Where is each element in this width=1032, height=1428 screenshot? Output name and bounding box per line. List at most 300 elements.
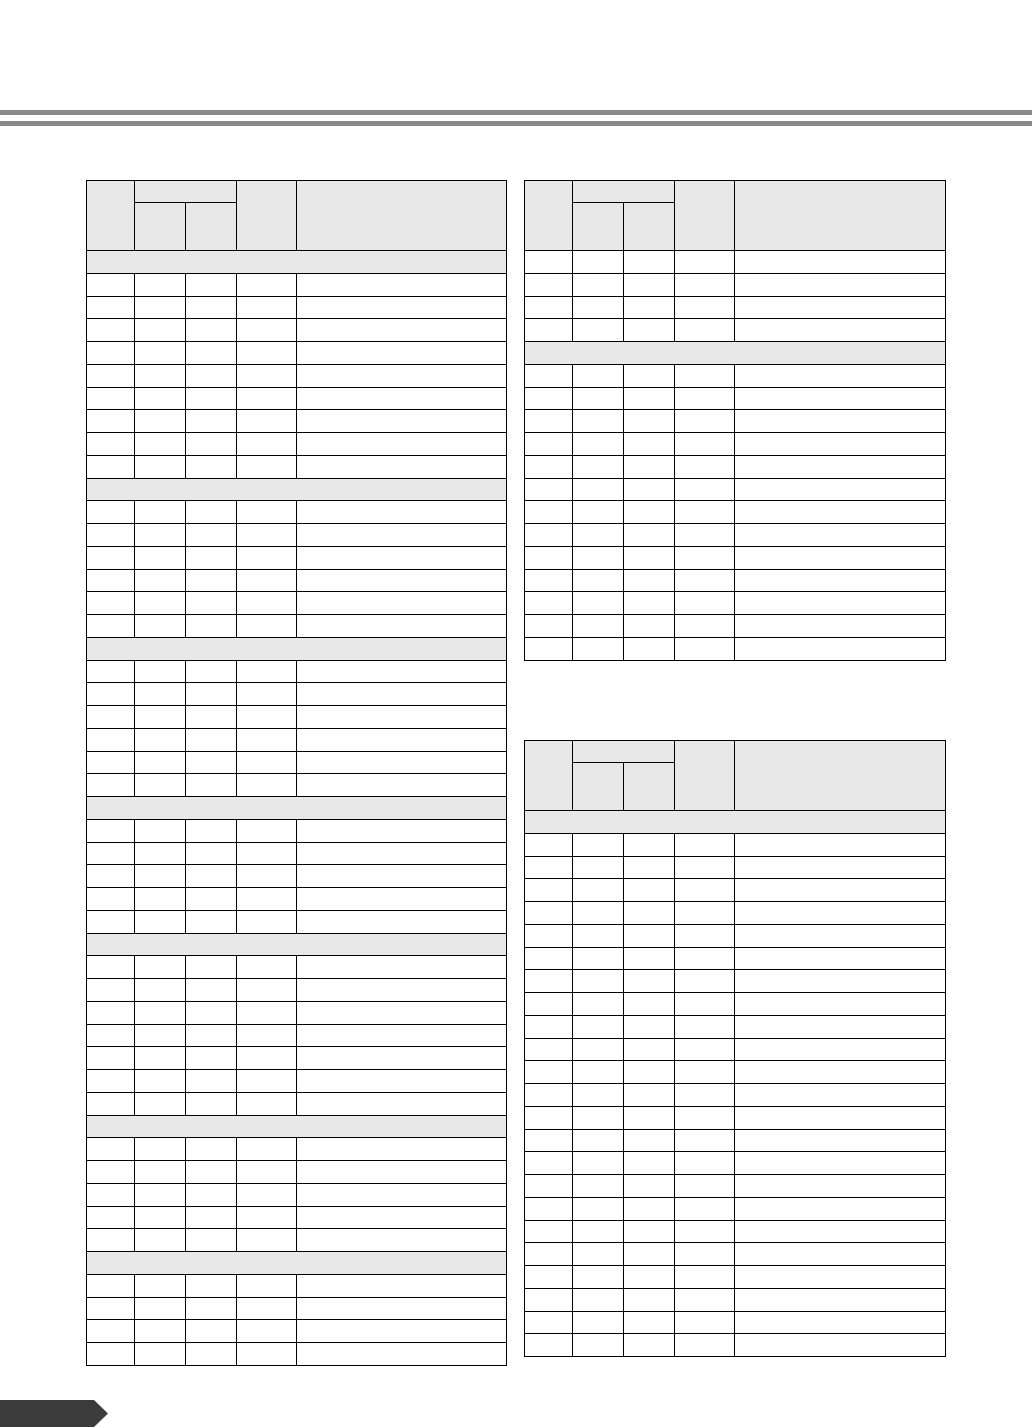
table-cell — [624, 387, 675, 410]
table-cell — [87, 501, 135, 524]
table-cell — [87, 819, 135, 842]
table-cell — [186, 364, 237, 387]
table-row — [87, 296, 507, 319]
table-cell — [675, 1038, 735, 1061]
table-cell — [573, 879, 624, 902]
table-cell — [135, 433, 186, 456]
table-cell — [135, 615, 186, 638]
table-row — [525, 970, 946, 993]
table-row — [87, 1206, 507, 1229]
table-cell — [186, 956, 237, 979]
table-cell — [525, 833, 573, 856]
table-row — [525, 1129, 946, 1152]
table-cell — [573, 615, 624, 638]
table-row — [525, 592, 946, 615]
table-cell — [573, 455, 624, 478]
header-rule-top — [0, 110, 1032, 115]
table-cell — [87, 1183, 135, 1206]
table-cell — [87, 1320, 135, 1343]
table-cell — [624, 1243, 675, 1266]
table-cell — [675, 902, 735, 925]
table-cell — [525, 524, 573, 547]
table-cell — [573, 1243, 624, 1266]
table-cell — [735, 501, 946, 524]
table-cell — [573, 1266, 624, 1289]
table-cell — [237, 524, 297, 547]
table-cell — [675, 1334, 735, 1357]
table-cell — [624, 1311, 675, 1334]
table-cell — [297, 455, 507, 478]
table-cell — [525, 1015, 573, 1038]
table-row — [87, 387, 507, 410]
table-row — [525, 856, 946, 879]
table-cell — [87, 1001, 135, 1024]
table-cell — [525, 1243, 573, 1266]
table-cell — [87, 1138, 135, 1161]
section-header-cell — [87, 1115, 507, 1138]
table-cell — [297, 296, 507, 319]
table-cell — [297, 888, 507, 911]
table-row — [87, 364, 507, 387]
table-cell — [573, 1152, 624, 1175]
table-row — [525, 1220, 946, 1243]
table-cell — [624, 879, 675, 902]
table-cell — [186, 1206, 237, 1229]
table-cell — [186, 751, 237, 774]
table-cell — [135, 592, 186, 615]
table-cell — [237, 842, 297, 865]
table-cell — [186, 615, 237, 638]
table-cell — [87, 706, 135, 729]
table-row — [525, 1288, 946, 1311]
table-cell — [186, 319, 237, 342]
table-cell — [297, 910, 507, 933]
table-cell — [135, 819, 186, 842]
table-cell — [186, 1092, 237, 1115]
table-cell — [297, 592, 507, 615]
table-row — [525, 1175, 946, 1198]
table-cell — [735, 1243, 946, 1266]
table-cell — [675, 1311, 735, 1334]
table-row — [87, 842, 507, 865]
table-cell — [297, 319, 507, 342]
table-cell — [573, 433, 624, 456]
table-cell — [135, 524, 186, 547]
table-cell — [237, 660, 297, 683]
table-cell — [573, 364, 624, 387]
table-cell — [135, 501, 186, 524]
table-cell — [675, 1266, 735, 1289]
table-row — [525, 387, 946, 410]
table-cell — [297, 433, 507, 456]
table-cell — [735, 993, 946, 1016]
table-cell — [135, 319, 186, 342]
table-cell — [135, 888, 186, 911]
table-cell — [675, 592, 735, 615]
table-row — [525, 615, 946, 638]
table-cell — [573, 1106, 624, 1129]
table-cell — [297, 956, 507, 979]
table-row — [525, 410, 946, 433]
table-cell — [624, 856, 675, 879]
table-cell — [525, 924, 573, 947]
table-cell — [573, 524, 624, 547]
table-cell — [87, 296, 135, 319]
table-cell — [573, 1129, 624, 1152]
table-cell — [186, 501, 237, 524]
col-header-group — [573, 741, 675, 763]
table-cell — [135, 706, 186, 729]
table-cell — [135, 1070, 186, 1093]
table-cell — [525, 387, 573, 410]
table-cell — [297, 569, 507, 592]
table-cell — [135, 979, 186, 1002]
table-cell — [735, 615, 946, 638]
table-cell — [87, 1297, 135, 1320]
section-header-cell — [87, 933, 507, 956]
table-cell — [297, 273, 507, 296]
table-cell — [237, 546, 297, 569]
table-cell — [624, 1106, 675, 1129]
table-cell — [675, 501, 735, 524]
table-cell — [135, 1047, 186, 1070]
table-cell — [735, 364, 946, 387]
table-cell — [87, 888, 135, 911]
table-row — [87, 501, 507, 524]
table-cell — [735, 1197, 946, 1220]
table-cell — [135, 956, 186, 979]
table-cell — [624, 924, 675, 947]
table-cell — [735, 879, 946, 902]
table-cell — [573, 501, 624, 524]
table-cell — [87, 364, 135, 387]
col-header-5 — [735, 741, 946, 811]
table-row — [87, 979, 507, 1002]
table-cell — [525, 296, 573, 319]
page-tab-marker — [0, 1400, 108, 1427]
table-cell — [675, 319, 735, 342]
table-row — [525, 1015, 946, 1038]
table-cell — [297, 728, 507, 751]
table-cell — [135, 683, 186, 706]
table-cell — [186, 410, 237, 433]
table-row — [87, 615, 507, 638]
table-row — [87, 1092, 507, 1115]
table-cell — [135, 1343, 186, 1366]
table-cell — [135, 1274, 186, 1297]
table-cell — [525, 1197, 573, 1220]
table-cell — [675, 970, 735, 993]
table-cell — [573, 1084, 624, 1107]
table-row — [87, 1161, 507, 1184]
table-row — [87, 1070, 507, 1093]
table-cell — [624, 1084, 675, 1107]
table-cell — [624, 1197, 675, 1220]
section-header-row — [87, 1252, 507, 1275]
table-cell — [186, 1138, 237, 1161]
table-cell — [135, 1024, 186, 1047]
table-row — [87, 1024, 507, 1047]
section-header-row — [87, 478, 507, 501]
table-cell — [87, 1274, 135, 1297]
table-cell — [573, 1015, 624, 1038]
table-cell — [525, 1311, 573, 1334]
table-cell — [735, 478, 946, 501]
table-cell — [135, 728, 186, 751]
table-cell — [735, 387, 946, 410]
table-cell — [525, 1175, 573, 1198]
table-cell — [297, 842, 507, 865]
table-cell — [297, 819, 507, 842]
table-cell — [237, 1343, 297, 1366]
col-header-4 — [675, 741, 735, 811]
table-body — [87, 251, 507, 1366]
table-row — [87, 524, 507, 547]
table-cell — [624, 970, 675, 993]
table-cell — [735, 1334, 946, 1357]
table-cell — [87, 1070, 135, 1093]
table-row — [87, 569, 507, 592]
section-header-row — [87, 1115, 507, 1138]
table-cell — [735, 592, 946, 615]
table-cell — [135, 1001, 186, 1024]
table-cell — [735, 319, 946, 342]
table-row — [525, 1311, 946, 1334]
table-cell — [573, 319, 624, 342]
table-cell — [87, 1092, 135, 1115]
table-cell — [735, 433, 946, 456]
table-cell — [237, 364, 297, 387]
table-cell — [186, 296, 237, 319]
table-cell — [675, 546, 735, 569]
table-cell — [525, 319, 573, 342]
table-cell — [186, 819, 237, 842]
table-cell — [735, 1152, 946, 1175]
table-cell — [525, 546, 573, 569]
table-cell — [573, 1175, 624, 1198]
table-cell — [135, 546, 186, 569]
table-row — [525, 455, 946, 478]
table-cell — [237, 433, 297, 456]
table-cell — [675, 1152, 735, 1175]
table-cell — [675, 364, 735, 387]
table-cell — [186, 660, 237, 683]
table-cell — [573, 387, 624, 410]
table-cell — [297, 1161, 507, 1184]
table-cell — [87, 433, 135, 456]
table-row — [87, 319, 507, 342]
table-cell — [87, 979, 135, 1002]
table-cell — [297, 1001, 507, 1024]
table-cell — [525, 455, 573, 478]
table-cell — [135, 410, 186, 433]
table-cell — [675, 993, 735, 1016]
table-cell — [675, 1220, 735, 1243]
table-cell — [525, 273, 573, 296]
col-header-4 — [237, 181, 297, 251]
table-cell — [237, 910, 297, 933]
table-cell — [525, 501, 573, 524]
table-cell — [186, 888, 237, 911]
col-header-2 — [573, 203, 624, 251]
table-row — [87, 865, 507, 888]
table-cell — [186, 433, 237, 456]
table-cell — [87, 410, 135, 433]
table-cell — [297, 1092, 507, 1115]
table-cell — [186, 910, 237, 933]
table-cell — [297, 979, 507, 1002]
table-row — [525, 251, 946, 274]
table-cell — [237, 774, 297, 797]
table-cell — [297, 774, 507, 797]
table-cell — [735, 251, 946, 274]
table-row — [525, 524, 946, 547]
table-cell — [87, 592, 135, 615]
table-cell — [525, 410, 573, 433]
table-cell — [87, 774, 135, 797]
table-cell — [135, 660, 186, 683]
table-cell — [525, 433, 573, 456]
table-row — [525, 1038, 946, 1061]
table-row — [87, 1183, 507, 1206]
table-cell — [573, 833, 624, 856]
col-header-2 — [573, 763, 624, 811]
table-cell — [186, 569, 237, 592]
table-cell — [735, 1015, 946, 1038]
table-cell — [624, 251, 675, 274]
table-row — [87, 1320, 507, 1343]
col-header-2 — [135, 203, 186, 251]
table-cell — [135, 569, 186, 592]
table-row — [525, 833, 946, 856]
table-cell — [624, 546, 675, 569]
table-cell — [186, 1001, 237, 1024]
table-right-top — [524, 180, 946, 661]
table-cell — [573, 410, 624, 433]
table-row — [87, 774, 507, 797]
table-cell — [186, 1070, 237, 1093]
table-cell — [87, 660, 135, 683]
table-row — [525, 1084, 946, 1107]
table-body — [525, 251, 946, 661]
table-cell — [87, 1047, 135, 1070]
table-cell — [135, 1320, 186, 1343]
table-row — [525, 433, 946, 456]
table-cell — [186, 842, 237, 865]
table-cell — [573, 296, 624, 319]
table-cell — [87, 387, 135, 410]
table-cell — [675, 1175, 735, 1198]
table-cell — [87, 455, 135, 478]
table-cell — [735, 1175, 946, 1198]
table-cell — [624, 1288, 675, 1311]
table-cell — [87, 751, 135, 774]
table-cell — [135, 387, 186, 410]
col-header-5 — [735, 181, 946, 251]
table-cell — [525, 1152, 573, 1175]
table-cell — [87, 319, 135, 342]
table-row — [87, 910, 507, 933]
table-cell — [675, 833, 735, 856]
col-header-4 — [675, 181, 735, 251]
table-row — [525, 546, 946, 569]
table-cell — [735, 1106, 946, 1129]
table-row — [525, 1334, 946, 1357]
table-cell — [525, 1288, 573, 1311]
table-cell — [87, 273, 135, 296]
table-cell — [735, 410, 946, 433]
table-cell — [675, 637, 735, 660]
table-cell — [237, 615, 297, 638]
table-cell — [135, 910, 186, 933]
table-cell — [237, 979, 297, 1002]
table-cell — [237, 1092, 297, 1115]
table-row — [525, 924, 946, 947]
col-header-3 — [624, 203, 675, 251]
table-cell — [525, 947, 573, 970]
table-cell — [624, 501, 675, 524]
table-cell — [735, 296, 946, 319]
table-cell — [87, 1343, 135, 1366]
table-cell — [573, 1288, 624, 1311]
table-cell — [237, 728, 297, 751]
table-cell — [573, 273, 624, 296]
table-row — [525, 478, 946, 501]
table-cell — [675, 1106, 735, 1129]
table-cell — [186, 1274, 237, 1297]
table-cell — [675, 1288, 735, 1311]
table-cell — [135, 273, 186, 296]
table-cell — [297, 751, 507, 774]
table-cell — [87, 865, 135, 888]
table-cell — [87, 956, 135, 979]
table-cell — [237, 1001, 297, 1024]
table-cell — [675, 524, 735, 547]
table-cell — [624, 433, 675, 456]
table-cell — [186, 706, 237, 729]
table-cell — [735, 524, 946, 547]
table-cell — [624, 364, 675, 387]
table-cell — [237, 865, 297, 888]
table-cell — [297, 615, 507, 638]
table-cell — [735, 1038, 946, 1061]
table-cell — [573, 592, 624, 615]
table-row — [87, 342, 507, 365]
table-cell — [87, 842, 135, 865]
table-cell — [186, 1183, 237, 1206]
table-row — [87, 1047, 507, 1070]
table-cell — [87, 1229, 135, 1252]
table-cell — [624, 273, 675, 296]
table-cell — [237, 569, 297, 592]
table-row — [87, 1274, 507, 1297]
table-cell — [735, 902, 946, 925]
table-cell — [135, 865, 186, 888]
table-cell — [573, 569, 624, 592]
table-cell — [735, 833, 946, 856]
col-header-1 — [525, 741, 573, 811]
table-cell — [675, 387, 735, 410]
table-row — [525, 902, 946, 925]
table-cell — [624, 1152, 675, 1175]
table-cell — [237, 592, 297, 615]
section-header-cell — [525, 342, 946, 365]
table-cell — [237, 319, 297, 342]
section-header-row — [87, 637, 507, 660]
table-cell — [624, 592, 675, 615]
table-cell — [135, 1092, 186, 1115]
table-cell — [525, 569, 573, 592]
